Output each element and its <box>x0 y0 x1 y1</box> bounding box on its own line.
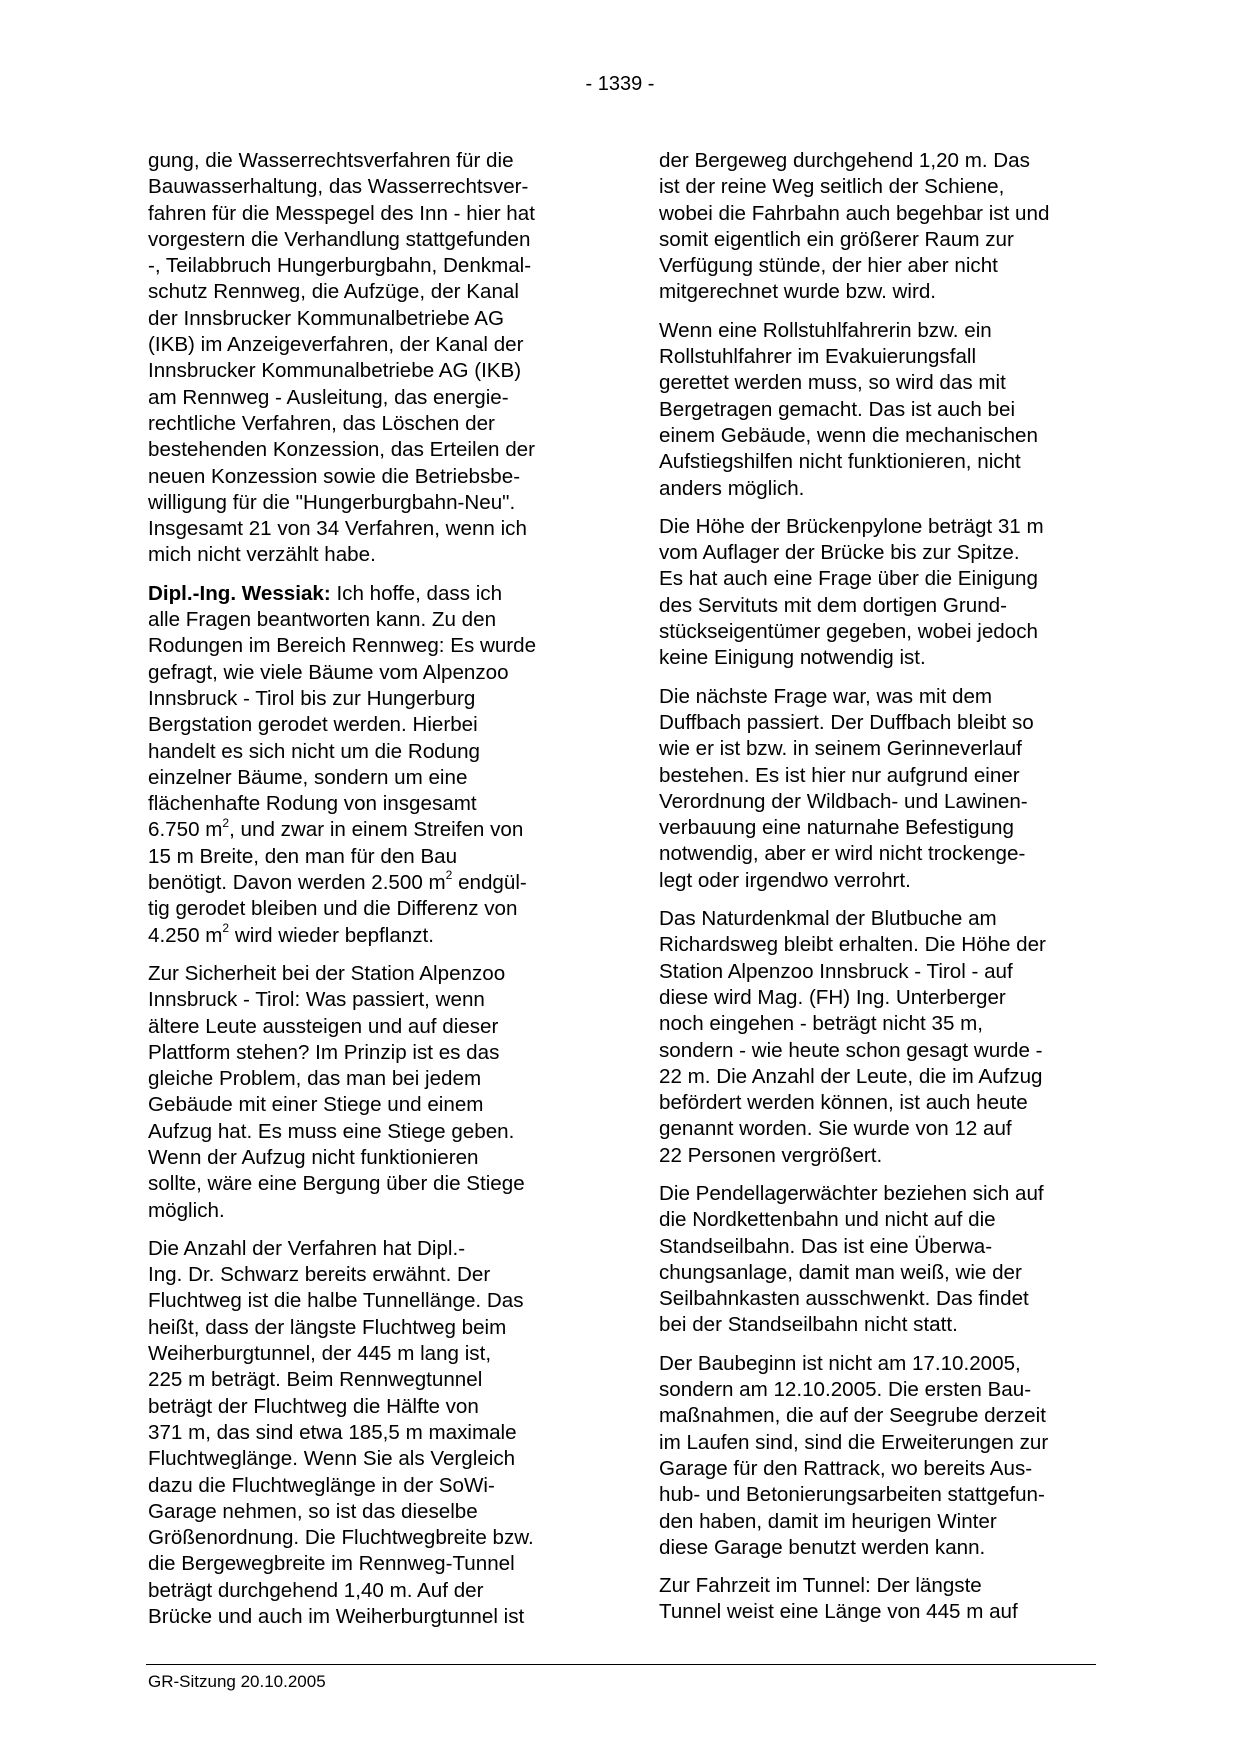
text-line: Plattform stehen? Im Prinzip ist es das <box>148 1040 500 1064</box>
text-line: alle Fragen beantworten kann. Zu den <box>148 608 497 632</box>
text-line: -, Teilabbruch Hungerburgbahn, Denkmal- <box>148 254 532 278</box>
text-line: schutz Rennweg, die Aufzüge, der Kanal <box>148 280 519 304</box>
paragraph-rescue-path <box>659 148 1099 306</box>
text-line: genannt worden. Sie wurde von 12 auf <box>659 1117 1012 1141</box>
text-line: keine Einigung notwendig ist. <box>659 646 926 670</box>
text-line: Innsbruck - Tirol: Was passiert, wenn <box>148 988 485 1012</box>
paragraph-wheelchair-evacuation <box>659 318 1099 502</box>
text-line: Rodungen im Bereich Rennweg: Es wurde <box>148 634 537 658</box>
text-line: mich nicht verzählt habe. <box>148 543 376 567</box>
text-line: willigung für die "Hungerburgbahn-Neu". <box>148 490 516 514</box>
text-line: 371 m, das sind etwa 185,5 m maximale <box>148 1420 517 1444</box>
text-line: sondern - wie heute schon gesagt wurde - <box>659 1038 1043 1062</box>
text-line: sondern am 12.10.2005. Die ersten Bau- <box>659 1378 1032 1402</box>
text-line: 6.750 $m^2$, und zwar in einem Streifen von <box>148 815 524 842</box>
text-line: Seilbahnkasten ausschwenkt. Das findet <box>659 1287 1029 1311</box>
text-line: den haben, damit im heurigen Winter <box>659 1509 997 1533</box>
text-line: flächenhafte Rodung von insgesamt <box>148 792 477 816</box>
text-line: Das Naturdenkmal der Blutbuche am <box>659 907 997 931</box>
text-line: Fluchtweglänge. Wenn Sie als Vergleich <box>148 1447 516 1471</box>
text-line: Verordnung der Wildbach- und Lawinen- <box>659 789 1028 813</box>
text-line: 22 m. Die Anzahl der Leute, die im Aufzug <box>659 1064 1043 1088</box>
left-column <box>148 148 588 1642</box>
paragraph-wessiak-clearing <box>148 581 588 949</box>
text-line: Zur Fahrzeit im Tunnel: Der längste <box>659 1574 982 1598</box>
text-line: die Nordkettenbahn und nicht auf die <box>659 1208 996 1232</box>
text-line: bei der Standseilbahn nicht statt. <box>659 1313 958 1337</box>
text-line: Wenn der Aufzug nicht funktionieren <box>148 1145 479 1169</box>
text-line: wobei die Fahrbahn auch begehbar ist und <box>659 201 1050 225</box>
text-line: anders möglich. <box>659 476 805 500</box>
text-line: Die nächste Frage war, was mit dem <box>659 684 993 708</box>
text-line: bestehenden Konzession, das Erteilen der <box>148 438 535 462</box>
text-line: Station Alpenzoo Innsbruck - Tirol - auf <box>659 959 1013 983</box>
text-line: Insgesamt 21 von 34 Verfahren, wenn ich <box>148 517 527 541</box>
right-column <box>659 148 1099 1638</box>
text-line: gefragt, wie viele Bäume vom Alpenzoo <box>148 660 509 684</box>
text-line: Bauwasserhaltung, das Wasserrechtsver- <box>148 175 529 199</box>
text-line: maßnahmen, die auf der Seegrube derzeit <box>659 1404 1046 1428</box>
text-line: verbauung eine naturnahe Befestigung <box>659 816 1014 840</box>
paragraph-natural-monument <box>659 906 1099 1169</box>
text-line: chungsanlage, damit man weiß, wie der <box>659 1260 1022 1284</box>
text-line: 22 Personen vergrößert. <box>659 1143 883 1167</box>
text-line: fahren für die Messpegel des Inn - hier hat <box>148 201 535 225</box>
text-line: Zur Sicherheit bei der Station Alpenzoo <box>148 961 506 985</box>
text-line: dazu die Fluchtweglänge in der SoWi- <box>148 1473 495 1497</box>
text-line: Rollstuhlfahrer im Evakuierungsfall <box>659 345 977 369</box>
text-line: notwendig, aber er wird nicht trockenge- <box>659 842 1026 866</box>
text-line: Aufstiegshilfen nicht funktionieren, nicht <box>659 450 1021 474</box>
text-line: Es hat auch eine Frage über die Einigung <box>659 567 1038 591</box>
text-line: möglich. <box>148 1198 225 1222</box>
text-line <box>148 581 588 607</box>
speaker-name: Dipl.-Ing. Wessiak: <box>148 581 331 605</box>
paragraph-escape-route <box>148 1236 588 1630</box>
paragraph-tunnel-travel-time <box>659 1573 1099 1626</box>
text-line: gung, die Wasserrechtsverfahren für die <box>148 149 514 172</box>
text-line: benötigt. Davon werden 2.500 $m^2$ endgül- <box>148 868 527 895</box>
text-line: Innsbrucker Kommunalbetriebe AG (IKB) <box>148 359 522 383</box>
text-line: Gebäude mit einer Stiege und einem <box>148 1093 484 1117</box>
text-line: einem Gebäude, wenn die mechanischen <box>659 423 1038 447</box>
text-line: der Innsbrucker Kommunalbetriebe AG <box>148 306 504 330</box>
text-line: befördert werden können, ist auch heute <box>659 1091 1028 1115</box>
text-line: Wenn eine Rollstuhlfahrerin bzw. ein <box>659 318 992 342</box>
paragraph-duffbach <box>659 684 1099 894</box>
text-line: 4.250 $m^2$ wird wieder bepflanzt. <box>148 920 435 947</box>
text-line: sollte, wäre eine Bergung über die Stiege <box>148 1172 525 1196</box>
text-line: Innsbruck - Tirol bis zur Hungerburg <box>148 686 476 710</box>
paragraph-station-safety <box>148 961 588 1224</box>
text-line: beträgt der Fluchtweg die Hälfte von <box>148 1394 479 1418</box>
text-line: Größenordnung. Die Fluchtwegbreite bzw. <box>148 1526 534 1550</box>
text-line: die Bergewegbreite im Rennweg-Tunnel <box>148 1552 515 1576</box>
text-line: einzelner Bäume, sondern um eine <box>148 765 468 789</box>
text-line: ältere Leute aussteigen und auf dieser <box>148 1014 499 1038</box>
text-line: Der Baubeginn ist nicht am 17.10.2005, <box>659 1351 1021 1375</box>
text-line: im Laufen sind, sind die Erweiterungen zur <box>659 1430 1049 1454</box>
text-line: noch eingehen - beträgt nicht 35 m, <box>659 1012 983 1036</box>
text-line: rechtliche Verfahren, das Löschen der <box>148 411 495 435</box>
text-line: am Rennweg - Ausleitung, das energie- <box>148 385 509 409</box>
text-line: Aufzug hat. Es muss eine Stiege geben. <box>148 1119 515 1143</box>
text-line: (IKB) im Anzeigeverfahren, der Kanal der <box>148 333 524 357</box>
text-line: Die Pendellagerwächter beziehen sich auf <box>659 1181 1044 1205</box>
text-line: hub- und Betonierungsarbeiten stattgefun- <box>659 1483 1045 1507</box>
footer-session-label: GR-Sitzung 20.10.2005 <box>148 1672 326 1691</box>
text-line: Duffbach passiert. Der Duffbach bleibt so <box>659 710 1034 734</box>
text-line: somit eigentlich ein größerer Raum zur <box>659 227 1014 251</box>
paragraph-procedures-list <box>148 148 588 569</box>
text-line: Verfügung stünde, der hier aber nicht <box>659 254 998 278</box>
text-line: diese wird Mag. (FH) Ing. Unterberger <box>659 985 1006 1009</box>
text-line: legt oder irgendwo verrohrt. <box>659 868 911 892</box>
footer-divider <box>146 1664 1096 1665</box>
text-line: Die Anzahl der Verfahren hat Dipl.- <box>148 1236 466 1260</box>
text-line: vom Auflager der Brücke bis zur Spitze. <box>659 541 1020 565</box>
text-line: der Bergeweg durchgehend 1,20 m. Das <box>659 149 1030 172</box>
text-line: Richardsweg bleibt erhalten. Die Höhe der <box>659 933 1046 957</box>
text-line: vorgestern die Verhandlung stattgefunden <box>148 227 531 251</box>
text-line: gerettet werden muss, so wird das mit <box>659 371 1006 395</box>
text-line: wie er ist bzw. in seinem Gerinneverlauf <box>659 737 1022 761</box>
text-line: des Servituts mit dem dortigen Grund- <box>659 593 1007 617</box>
text-line: stückseigentümer gegeben, wobei jedoch <box>659 620 1038 644</box>
text-line: Garage nehmen, so ist das dieselbe <box>148 1499 478 1523</box>
text-line: heißt, dass der längste Fluchtweg beim <box>148 1315 507 1339</box>
paragraph-bridge-pylons <box>659 514 1099 672</box>
text-line: handelt es sich nicht um die Rodung <box>148 739 480 763</box>
text-line: Ing. Dr. Schwarz bereits erwähnt. Der <box>148 1263 491 1287</box>
text-line: tig gerodet bleiben und die Differenz von <box>148 897 518 921</box>
paragraph-pendulum-guards <box>659 1181 1099 1339</box>
text-block <box>148 607 588 817</box>
text-line: Standseilbahn. Das ist eine Überwa- <box>659 1234 993 1258</box>
paragraph-construction-start <box>659 1351 1099 1561</box>
text-line: beträgt durchgehend 1,40 m. Auf der <box>148 1578 484 1602</box>
text-line: Bergetragen gemacht. Das ist auch bei <box>659 397 1016 421</box>
text-line: gleiche Problem, das man bei jedem <box>148 1067 482 1091</box>
text-line: Garage für den Rattrack, wo bereits Aus- <box>659 1456 1033 1480</box>
text-line: 15 m Breite, den man für den Bau <box>148 844 458 868</box>
text-fragment: Ich hoffe, dass ich <box>330 581 503 605</box>
text-line: Brücke und auch im Weiherburgtunnel ist <box>148 1605 525 1629</box>
text-line: Die Höhe der Brückenpylone beträgt 31 m <box>659 514 1044 538</box>
text-line: diese Garage benutzt werden kann. <box>659 1535 986 1559</box>
text-line: Fluchtweg ist die halbe Tunnellänge. Das <box>148 1289 524 1313</box>
text-line: Weiherburgtunnel, der 445 m lang ist, <box>148 1342 492 1366</box>
text-line: 225 m beträgt. Beim Rennwegtunnel <box>148 1368 483 1392</box>
text-line: Bergstation gerodet werden. Hierbei <box>148 713 478 737</box>
text-line: bestehen. Es ist hier nur aufgrund einer <box>659 763 1020 787</box>
text-line: neuen Konzession sowie die Betriebsbe- <box>148 464 521 488</box>
page-number: - 1339 - <box>585 73 655 95</box>
text-line: ist der reine Weg seitlich der Schiene, <box>659 175 1005 199</box>
text-line: Tunnel weist eine Länge von 445 m auf <box>659 1600 1018 1624</box>
text-line: mitgerechnet wurde bzw. wird. <box>659 280 936 304</box>
